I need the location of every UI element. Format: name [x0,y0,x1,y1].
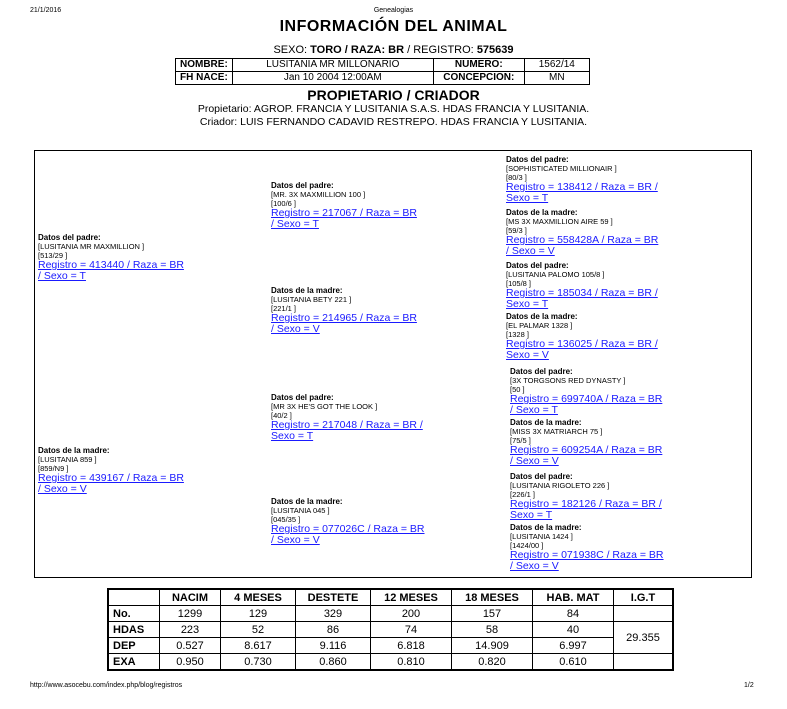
registro-link[interactable]: Registro = 217048 / Raza = BR / [271,419,423,431]
ancestor-heading: Datos del padre: [38,233,101,242]
ancestor-number: [513/29 ] [38,251,68,260]
concepcion-label: CONCEPCION: [433,72,524,85]
ancestor-father [38,233,263,282]
ancestor-name: [LUSITANIA 859 ] [38,455,97,464]
stats-cell: 129 [221,606,296,622]
ancestor-name: [LUSITANIA 1424 ] [510,532,573,541]
ancestor-ggp-4 [506,312,746,361]
stats-cell: 0.820 [452,654,533,671]
footer-page: 1/2 [744,682,754,689]
ancestor-heading: Datos de la madre: [271,497,343,506]
ancestor-heading: Datos del padre: [506,261,569,270]
fh-nace-label: FH NACE: [176,72,233,85]
ancestor-name: [SOPHISTICATED MILLIONAIR ] [506,164,617,173]
ancestor-heading: Datos del padre: [510,367,573,376]
propietario-criador-title: PROPIETARIO / CRIADOR [307,87,480,103]
nombre-label: NOMBRE: [176,59,233,72]
table-row [108,606,673,622]
ancestor-number: [221/1 ] [271,304,297,313]
stats-cell: 6.997 [533,638,614,654]
ancestor-ggp-5 [510,367,746,416]
ancestor-number: [59/3 ] [506,226,527,235]
stats-igt-empty [614,654,674,671]
ancestor-ggp-6 [510,418,746,467]
ancestor-name: [3X TORGSONS RED DYNASTY ] [510,376,626,385]
print-header-title: Genealogias [373,7,414,14]
fh-nace-value: Jan 10 2004 12:00AM [232,72,433,85]
registro-link[interactable]: Registro = 558428A / Raza = BR [506,234,659,246]
ancestor-name: [MS 3X MAXMILLION AIRE 59 ] [506,217,613,226]
ancestor-maternal-grandfather [271,393,503,442]
sexo-link[interactable]: / Sexo = T [38,270,86,282]
stats-cell: 6.818 [371,638,452,654]
registro-label: / REGISTRO: [407,44,474,56]
ancestor-paternal-grandmother [271,286,503,335]
ancestor-name: [LUSITANIA RIGOLETO 226 ] [510,481,610,490]
table-row [108,622,673,638]
footer-url: http://www.asocebu.com/index.php/blog/registros [30,682,183,689]
ancestor-ggp-1 [506,155,746,204]
registro-link[interactable]: Registro = 138412 / Raza = BR / [506,181,658,193]
stats-cell: 329 [296,606,371,622]
sexo-link[interactable]: Sexo = T [506,192,549,204]
sexo-link[interactable]: / Sexo = V [510,455,559,467]
ancestor-number: [1328 ] [506,330,529,339]
ancestor-name: [EL PALMAR 1328 ] [506,321,573,330]
stats-header: 18 MESES [452,589,533,606]
animal-info-table [175,58,590,85]
registro-link[interactable]: Registro = 214965 / Raza = BR [271,312,417,324]
stats-igt-value: 29.355 [614,622,674,654]
ancestor-heading: Datos de la madre: [506,208,578,217]
ancestor-number: [226/1 ] [510,490,536,499]
ancestor-heading: Datos de la madre: [271,286,343,295]
ancestor-name: [LUSITANIA MR MAXMILLION ] [38,242,145,251]
stats-cell: 84 [533,606,614,622]
stats-row-label: No. [108,606,160,622]
stats-cell: 86 [296,622,371,638]
stats-cell: 223 [160,622,221,638]
registro-link[interactable]: Registro = 609254A / Raza = BR [510,444,663,456]
stats-cell: 0.810 [371,654,452,671]
stats-cell: 74 [371,622,452,638]
registro-link[interactable]: Registro = 182126 / Raza = BR / [510,498,662,510]
ancestor-heading: Datos de la madre: [510,418,582,427]
ancestor-ggp-7 [510,472,746,521]
ancestor-number: [40/2 ] [271,411,292,420]
sexo-link[interactable]: / Sexo = V [506,245,555,257]
ancestor-name: [LUSITANIA 045 ] [271,506,330,515]
stats-row-label: HDAS [108,622,160,638]
ancestor-heading: Datos del padre: [271,181,334,190]
ancestor-number: [045/35 ] [271,515,301,524]
stats-row-label: EXA [108,654,160,671]
stats-cell: 8.617 [221,638,296,654]
stats-cell: 9.116 [296,638,371,654]
sexo-link[interactable]: / Sexo = V [271,323,320,335]
criador-line: Criador: LUIS FERNANDO CADAVID RESTREPO. HDAS FRANCIA Y LUSITANIA. [199,116,588,128]
table-row [108,654,673,671]
numero-value: 1562/14 [524,59,589,72]
sexo-raza-registro-line [0,44,787,56]
sexo-link[interactable]: / Sexo = V [271,534,320,546]
stats-cell: 1299 [160,606,221,622]
ancestor-number: [80/3 ] [506,173,527,182]
sexo-link[interactable]: / Sexo = T [510,404,558,416]
stats-row-label: DEP [108,638,160,654]
stats-table [107,588,674,671]
sexo-label: SEXO: [273,44,308,56]
sexo-link[interactable]: Sexo = T [271,430,314,442]
ancestor-name: [MR. 3X MAXMILLION 100 ] [271,190,366,199]
print-date: 21/1/2016 [30,7,62,14]
sexo-link[interactable]: Sexo = V [506,349,549,361]
stats-cell: 157 [452,606,533,622]
raza-label: / RAZA: [344,44,386,56]
registro-link[interactable]: Registro = 217067 / Raza = BR [271,207,417,219]
sexo-link[interactable]: / Sexo = V [510,560,559,572]
stats-cell: 14.909 [452,638,533,654]
ancestor-heading: Datos de la madre: [506,312,578,321]
stats-header: 12 MESES [371,589,452,606]
registro-link[interactable]: Registro = 413440 / Raza = BR [38,259,184,271]
propietario-line: Propietario: AGROP. FRANCIA Y LUSITANIA S.A.S. HDAS FRANCIA Y LUSITANIA. [197,103,590,115]
stats-header: DESTETE [296,589,371,606]
sexo-link[interactable]: Sexo = T [506,298,549,310]
table-row [108,638,673,654]
stats-cell: 0.610 [533,654,614,671]
sexo-link[interactable]: Sexo = T [510,509,553,521]
registro-link[interactable]: Registro = 136025 / Raza = BR / [506,338,658,350]
sexo-link[interactable]: / Sexo = T [271,218,319,230]
stats-cell: 52 [221,622,296,638]
ancestor-heading: Datos de la madre: [510,523,582,532]
ancestor-number: [50 ] [510,385,525,394]
ancestor-heading: Datos del padre: [271,393,334,402]
stats-cell: 40 [533,622,614,638]
registro-link[interactable]: Registro = 439167 / Raza = BR [38,472,184,484]
stats-header: HAB. MAT [533,589,614,606]
registro-link[interactable]: Registro = 077026C / Raza = BR [271,523,425,535]
ancestor-number: [1424/00 ] [510,541,544,550]
ancestor-paternal-grandfather [271,181,503,230]
ancestor-ggp-3 [506,261,746,310]
ancestor-number: [75/5 ] [510,436,531,445]
registro-link[interactable]: Registro = 699740A / Raza = BR [510,393,663,405]
registro-link[interactable]: Registro = 071938C / Raza = BR [510,549,664,561]
ancestor-name: [LUSITANIA BETY 221 ] [271,295,352,304]
ancestor-ggp-8 [510,523,746,572]
sexo-link[interactable]: / Sexo = V [38,483,87,495]
stats-header-row [108,589,673,606]
stats-cell: 58 [452,622,533,638]
stats-cell: 0.950 [160,654,221,671]
stats-header: 4 MESES [221,589,296,606]
stats-cell: 0.730 [221,654,296,671]
stats-igt-empty [614,606,674,622]
sexo-value: TORO [310,44,342,56]
stats-cell: 0.527 [160,638,221,654]
ancestor-name: [MR 3X HE'S GOT THE LOOK ] [271,402,378,411]
raza-value: BR [388,44,405,56]
stats-cell: 0.860 [296,654,371,671]
ancestor-name: [LUSITANIA PALOMO 105/8 ] [506,270,605,279]
ancestor-number: [859/N9 ] [38,464,69,473]
stats-corner-cell [108,589,160,606]
ancestor-name: [MISS 3X MATRIARCH 75 ] [510,427,603,436]
stats-cell: 200 [371,606,452,622]
numero-label: NUMERO: [433,59,524,72]
registro-value: 575639 [476,44,514,56]
pedigree-box [34,150,752,578]
registro-link[interactable]: Registro = 185034 / Raza = BR / [506,287,658,299]
ancestor-number: [100/6 ] [271,199,297,208]
stats-header: I.G.T [614,589,674,606]
page-title: INFORMACIÓN DEL ANIMAL [279,18,508,35]
concepcion-value: MN [524,72,589,85]
ancestor-heading: Datos de la madre: [38,446,110,455]
ancestor-mother [38,446,263,495]
ancestor-number: [105/8 ] [506,279,532,288]
stats-header: NACIM [160,589,221,606]
ancestor-heading: Datos del padre: [510,472,573,481]
nombre-value: LUSITANIA MR MILLONARIO [232,59,433,72]
ancestor-ggp-2 [506,208,746,257]
ancestor-heading: Datos del padre: [506,155,569,164]
ancestor-maternal-grandmother [271,497,503,546]
